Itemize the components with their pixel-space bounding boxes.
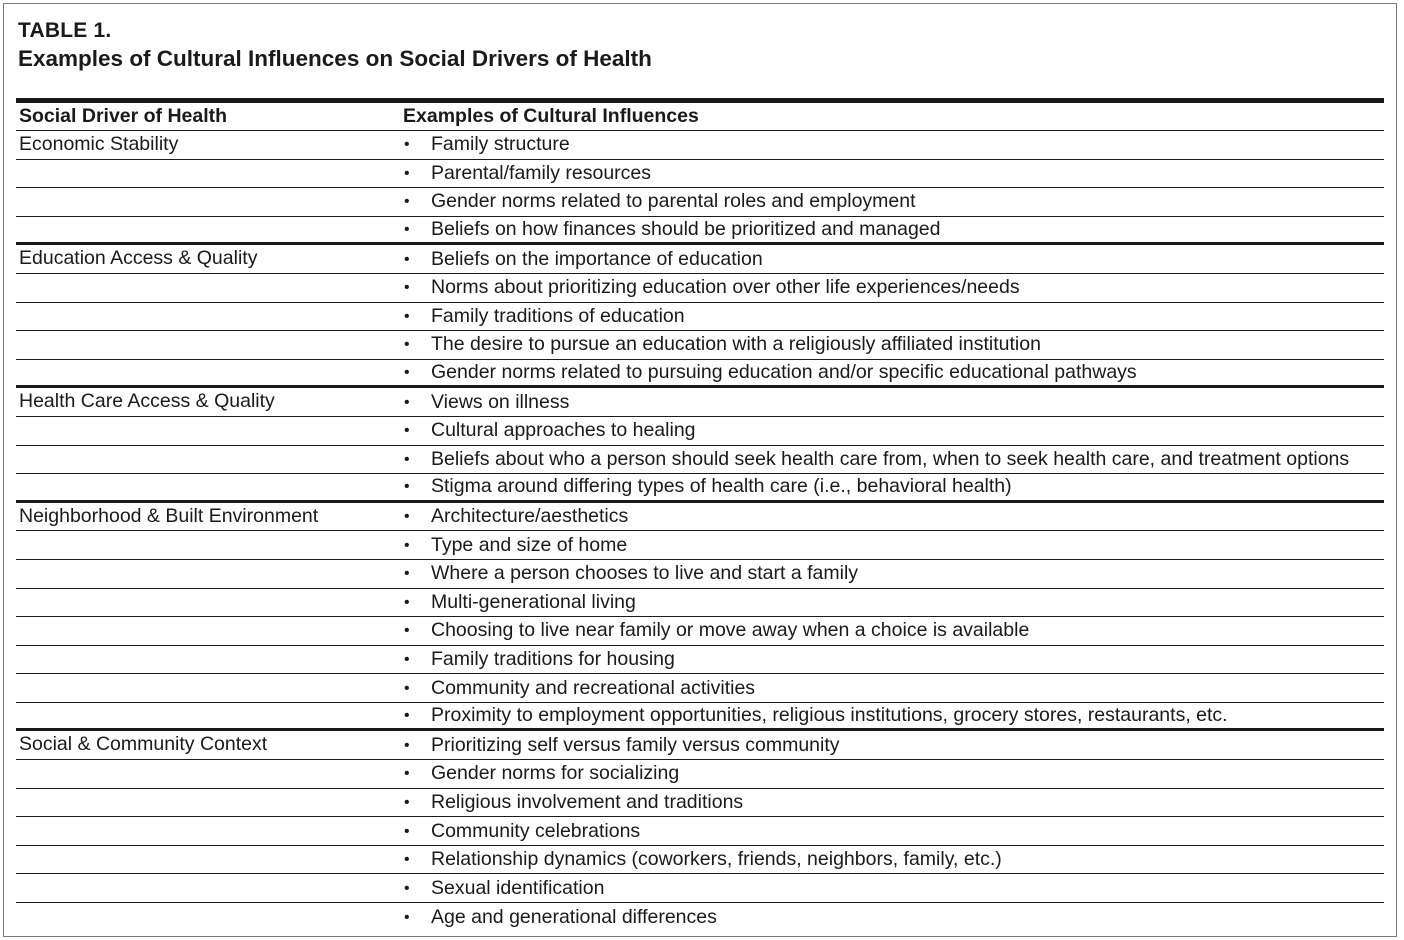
driver-cell-empty bbox=[16, 789, 402, 817]
influence-text: Architecture/aesthetics bbox=[431, 505, 629, 528]
driver-cell-empty bbox=[16, 160, 402, 188]
table-row bbox=[16, 131, 1384, 160]
influence-text: Multi-generational living bbox=[431, 590, 636, 613]
table-row bbox=[16, 817, 1384, 846]
bullet-icon: • bbox=[404, 364, 410, 382]
table-row bbox=[16, 245, 1384, 274]
bullet-icon: • bbox=[404, 650, 410, 668]
influence-text: Cultural approaches to healing bbox=[431, 419, 696, 442]
table-row bbox=[16, 846, 1384, 875]
table-label: TABLE 1. bbox=[18, 19, 112, 42]
table-row bbox=[16, 217, 1384, 246]
driver-cell-empty bbox=[16, 703, 402, 729]
table-row bbox=[16, 160, 1384, 189]
driver-cell-empty bbox=[16, 846, 402, 874]
influence-cell bbox=[402, 674, 1384, 702]
table-row bbox=[16, 903, 1384, 932]
table-row bbox=[16, 760, 1384, 789]
influence-text: Age and generational differences bbox=[431, 905, 717, 928]
influence-text: Parental/family resources bbox=[431, 161, 652, 184]
table-title: Examples of Cultural Influences on Social Drivers of Health bbox=[18, 46, 652, 71]
bullet-icon: • bbox=[404, 851, 410, 869]
column-header-influences: Examples of Cultural Influences bbox=[403, 105, 699, 127]
influence-text: Community celebrations bbox=[431, 819, 641, 842]
table-row bbox=[16, 617, 1384, 646]
table-row bbox=[16, 674, 1384, 703]
influence-cell bbox=[402, 188, 1384, 216]
influence-cell bbox=[402, 360, 1384, 386]
influence-text: Views on illness bbox=[431, 390, 570, 413]
driver-cell-empty bbox=[16, 617, 402, 645]
driver-cell-empty bbox=[16, 360, 402, 386]
table-body bbox=[16, 131, 1384, 932]
driver-cell-empty bbox=[16, 560, 402, 588]
influence-cell bbox=[402, 817, 1384, 845]
bullet-icon: • bbox=[404, 736, 410, 754]
influence-cell bbox=[402, 503, 1384, 531]
driver-cell-empty bbox=[16, 474, 402, 500]
influence-text: Community and recreational activities bbox=[431, 676, 756, 699]
table-row bbox=[16, 188, 1384, 217]
table-row bbox=[16, 789, 1384, 818]
bullet-icon: • bbox=[404, 164, 410, 182]
driver-cell-empty bbox=[16, 589, 402, 617]
table-row bbox=[16, 589, 1384, 618]
influence-text: Beliefs on the importance of education bbox=[431, 247, 763, 270]
influence-cell bbox=[402, 388, 1384, 416]
influence-cell bbox=[402, 446, 1384, 474]
table-row bbox=[16, 474, 1384, 503]
bullet-icon: • bbox=[404, 707, 410, 725]
driver-cell-empty bbox=[16, 531, 402, 559]
influence-cell bbox=[402, 474, 1384, 500]
influence-cell bbox=[402, 874, 1384, 902]
bullet-icon: • bbox=[404, 279, 410, 297]
table-row bbox=[16, 360, 1384, 389]
influence-cell bbox=[402, 245, 1384, 273]
influence-text: Proximity to employment opportunities, religious institutions, grocery stores, restaurants, etc. bbox=[431, 704, 1228, 727]
bullet-icon: • bbox=[404, 879, 410, 897]
driver-cell-empty bbox=[16, 874, 402, 902]
influence-text: Relationship dynamics (coworkers, friends, neighbors, family, etc.) bbox=[431, 848, 1002, 871]
influence-text: Gender norms related to parental roles and employment bbox=[431, 190, 916, 213]
influence-text: Family traditions of education bbox=[431, 304, 685, 327]
influence-cell bbox=[402, 331, 1384, 359]
bullet-icon: • bbox=[404, 565, 410, 583]
influence-text: Stigma around differing types of health care (i.e., behavioral health) bbox=[431, 475, 1012, 498]
bullet-icon: • bbox=[404, 908, 410, 926]
influence-cell bbox=[402, 274, 1384, 302]
influence-cell bbox=[402, 303, 1384, 331]
influence-cell bbox=[402, 646, 1384, 674]
influence-text: The desire to pursue an education with a religiously affiliated institution bbox=[431, 333, 1041, 356]
influence-text: Type and size of home bbox=[431, 533, 628, 556]
driver-cell-empty bbox=[16, 417, 402, 445]
table-row bbox=[16, 388, 1384, 417]
table-row bbox=[16, 560, 1384, 589]
driver-cell-empty bbox=[16, 674, 402, 702]
influence-cell bbox=[402, 903, 1384, 932]
influence-text: Beliefs on how finances should be prioritized and managed bbox=[431, 218, 941, 241]
table-row bbox=[16, 274, 1384, 303]
table bbox=[16, 98, 1384, 932]
influence-text: Norms about prioritizing education over other life experiences/needs bbox=[431, 276, 1020, 299]
influence-cell bbox=[402, 760, 1384, 788]
driver-cell: Social & Community Context bbox=[19, 733, 268, 756]
driver-cell: Health Care Access & Quality bbox=[19, 390, 275, 413]
bullet-icon: • bbox=[404, 450, 410, 468]
table-row bbox=[16, 703, 1384, 732]
influence-cell bbox=[402, 589, 1384, 617]
influence-cell bbox=[402, 617, 1384, 645]
bullet-icon: • bbox=[404, 336, 410, 354]
influence-cell bbox=[402, 560, 1384, 588]
influence-text: Gender norms related to pursuing education and/or specific educational pathways bbox=[431, 361, 1137, 384]
driver-cell: Economic Stability bbox=[19, 133, 179, 155]
influence-cell bbox=[402, 417, 1384, 445]
bullet-icon: • bbox=[404, 307, 410, 325]
influence-text: Prioritizing self versus family versus community bbox=[431, 733, 840, 756]
influence-text: Family traditions for housing bbox=[431, 647, 675, 670]
table-row bbox=[16, 446, 1384, 475]
bullet-icon: • bbox=[404, 679, 410, 697]
driver-cell-empty bbox=[16, 817, 402, 845]
bullet-icon: • bbox=[404, 193, 410, 211]
table-row bbox=[16, 331, 1384, 360]
driver-cell-empty bbox=[16, 903, 402, 932]
influence-cell bbox=[402, 789, 1384, 817]
bullet-icon: • bbox=[404, 250, 410, 268]
driver-cell-empty bbox=[16, 760, 402, 788]
influence-cell bbox=[402, 217, 1384, 243]
influence-text: Sexual identification bbox=[431, 876, 605, 899]
table-row bbox=[16, 731, 1384, 760]
driver-cell-empty bbox=[16, 188, 402, 216]
bullet-icon: • bbox=[404, 822, 410, 840]
bullet-icon: • bbox=[404, 793, 410, 811]
influence-text: Beliefs about who a person should seek health care from, when to seek health care, and treatment options bbox=[431, 447, 1350, 470]
driver-cell-empty bbox=[16, 303, 402, 331]
table-row bbox=[16, 531, 1384, 560]
table-row bbox=[16, 303, 1384, 332]
influence-text: Family structure bbox=[431, 133, 570, 156]
driver-cell-empty bbox=[16, 274, 402, 302]
influence-text: Gender norms for socializing bbox=[431, 762, 680, 785]
bullet-icon: • bbox=[404, 765, 410, 783]
bullet-icon: • bbox=[404, 478, 410, 496]
bullet-icon: • bbox=[404, 536, 410, 554]
bullet-icon: • bbox=[404, 622, 410, 640]
influence-text: Religious involvement and traditions bbox=[431, 790, 744, 813]
influence-cell bbox=[402, 731, 1384, 759]
driver-cell: Neighborhood & Built Environment bbox=[19, 504, 319, 527]
table-row bbox=[16, 503, 1384, 532]
influence-text: Where a person chooses to live and start a family bbox=[431, 562, 859, 585]
driver-cell: Education Access & Quality bbox=[19, 247, 258, 270]
driver-cell-empty bbox=[16, 331, 402, 359]
influence-cell bbox=[402, 131, 1384, 159]
bullet-icon: • bbox=[404, 221, 410, 239]
column-header-driver: Social Driver of Health bbox=[19, 105, 228, 127]
table-row bbox=[16, 874, 1384, 903]
table-row bbox=[16, 417, 1384, 446]
influence-cell bbox=[402, 531, 1384, 559]
bullet-icon: • bbox=[404, 593, 410, 611]
bullet-icon: • bbox=[404, 508, 410, 526]
influence-text: Choosing to live near family or move away when a choice is available bbox=[431, 619, 1030, 642]
driver-cell-empty bbox=[16, 217, 402, 243]
driver-cell-empty bbox=[16, 646, 402, 674]
bullet-icon: • bbox=[404, 393, 410, 411]
influence-cell bbox=[402, 846, 1384, 874]
driver-cell-empty bbox=[16, 446, 402, 474]
table-row bbox=[16, 646, 1384, 675]
bullet-icon: • bbox=[404, 422, 410, 440]
influence-cell bbox=[402, 703, 1384, 729]
influence-cell bbox=[402, 160, 1384, 188]
bullet-icon: • bbox=[404, 136, 410, 154]
table-header-row bbox=[16, 103, 1384, 131]
